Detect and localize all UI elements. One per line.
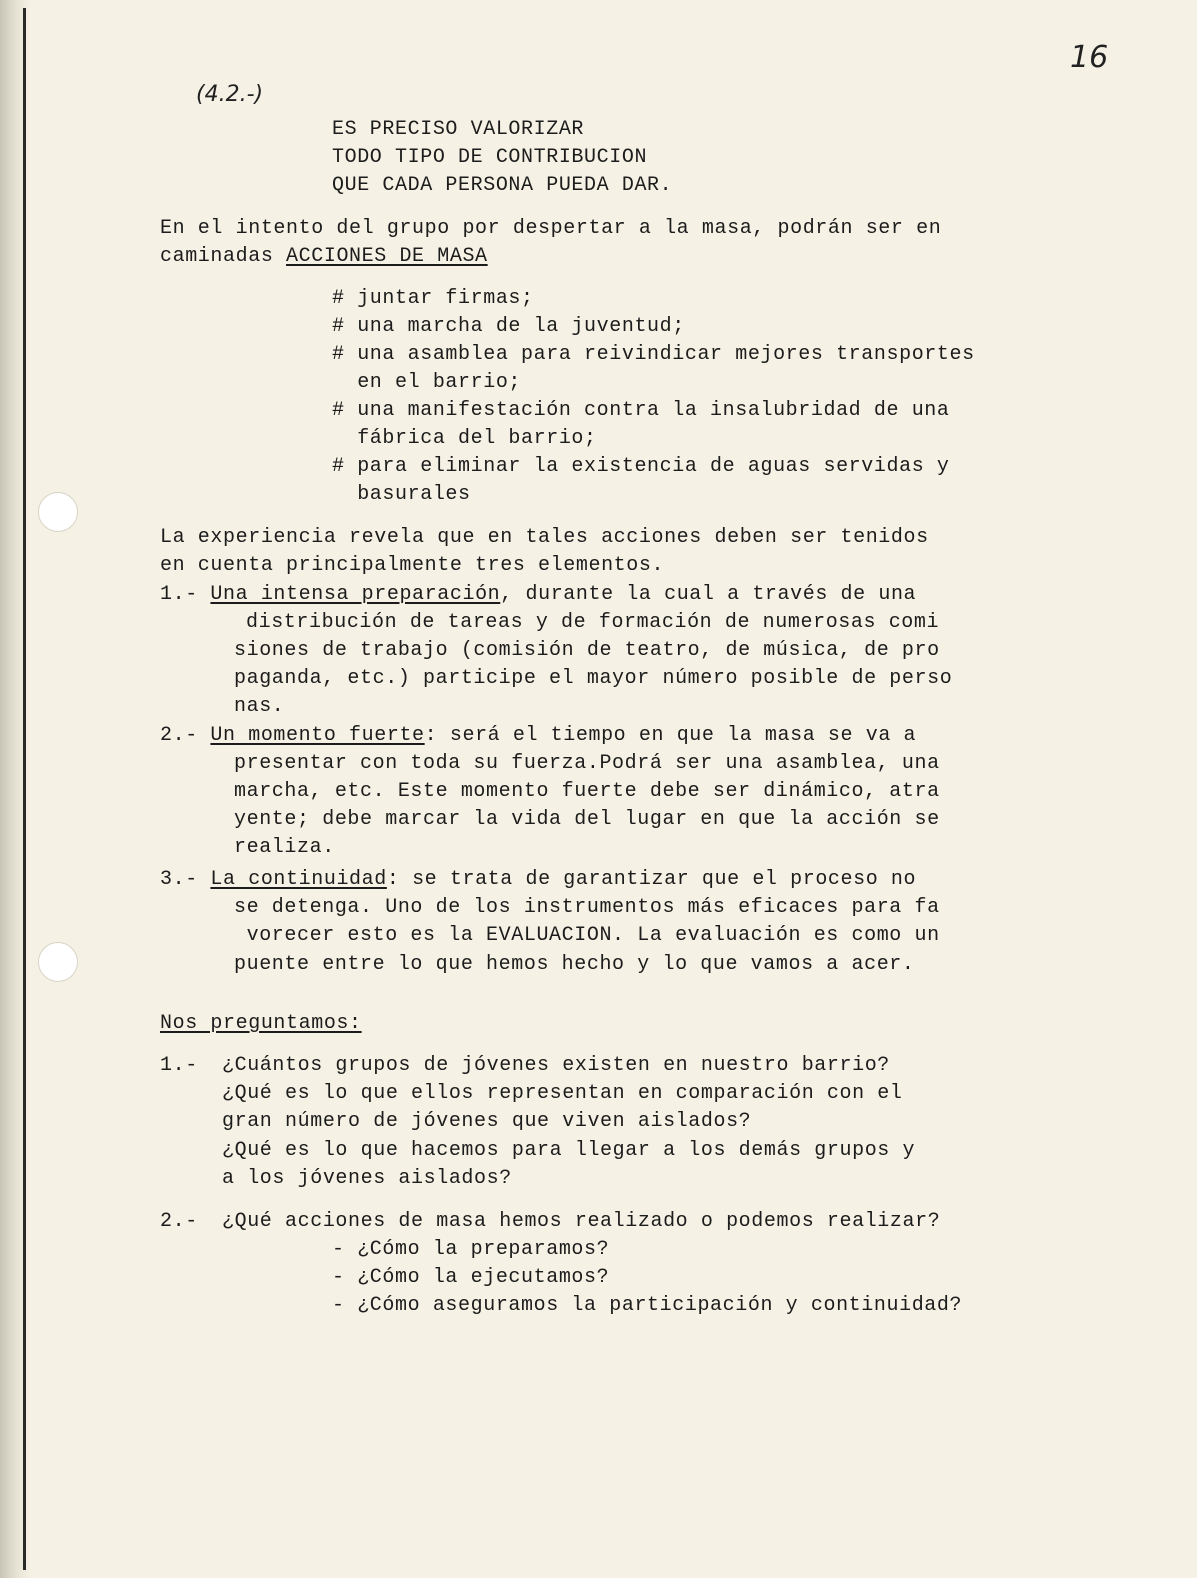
questions-heading: Nos preguntamos: — [160, 1012, 362, 1035]
element-text: : se trata de garantizar que el proceso no — [386, 868, 917, 891]
element-title: Una intensa preparación — [210, 583, 501, 606]
heading-line: ES PRECISO VALORIZAR — [332, 118, 585, 141]
action-item: # para eliminar la existencia de aguas servidas y — [332, 455, 950, 478]
element-1-line: nas. — [234, 695, 285, 718]
sub-question: - ¿Cómo la preparamos? — [332, 1238, 610, 1261]
intro-line: En el intento del grupo por despertar a la masa, podrán ser en — [160, 217, 942, 240]
element-title: La continuidad — [210, 868, 387, 891]
intro-line — [160, 243, 488, 271]
sub-question: - ¿Cómo aseguramos la participación y continuidad? — [332, 1294, 963, 1317]
question-line: ¿Qué es lo que ellos representan en comparación con el — [222, 1082, 903, 1105]
question-number: 1.- — [160, 1054, 198, 1077]
element-1-line: distribución de tareas y de formación de numerosas comi — [246, 611, 940, 634]
element-1-line: siones de trabajo (comisión de teatro, de música, de pro — [234, 639, 940, 662]
element-3-line: puente entre lo que hemos hecho y lo que vamos a acer. — [234, 953, 915, 976]
action-item: # una manifestación contra la insalubridad de una — [332, 399, 950, 422]
element-3-line: se detenga. Uno de los instrumentos más eficaces para fa — [234, 896, 940, 919]
action-item: # una marcha de la juventud; — [332, 315, 685, 338]
element-number: 1.- — [160, 583, 198, 606]
experience-line: en cuenta principalmente tres elementos. — [160, 554, 665, 577]
element-1 — [160, 581, 916, 609]
action-item: # una asamblea para reivindicar mejores transportes — [332, 343, 975, 366]
heading-line: QUE CADA PERSONA PUEDA DAR. — [332, 174, 673, 197]
element-number: 3.- — [160, 868, 198, 891]
element-number: 2.- — [160, 724, 198, 747]
element-3-line: vorecer esto es la EVALUACION. La evaluación es como un — [234, 924, 940, 947]
section-ref: (4.2.-) — [196, 82, 264, 107]
question-line: ¿Qué es lo que hacemos para llegar a los demás grupos y — [222, 1139, 916, 1162]
element-1-line: paganda, etc.) participe el mayor número posible de perso — [234, 667, 953, 690]
element-text: , durante la cual a través de una — [500, 583, 917, 606]
question-number: 2.- — [160, 1210, 198, 1233]
question-line: ¿Qué acciones de masa hemos realizado o podemos realizar? — [222, 1210, 941, 1233]
action-item: en el barrio; — [332, 371, 522, 394]
action-item: # juntar firmas; — [332, 287, 534, 310]
question-line: ¿Cuántos grupos de jóvenes existen en nuestro barrio? — [222, 1054, 890, 1077]
intro-prefix: caminadas — [160, 245, 287, 268]
action-item: basurales — [332, 483, 471, 506]
margin-rule — [23, 8, 26, 1570]
element-2-line: realiza. — [234, 836, 335, 859]
element-2-line: presentar con toda su fuerza.Podrá ser una asamblea, una — [234, 752, 940, 775]
element-title: Un momento fuerte — [210, 724, 425, 747]
question-line: gran número de jóvenes que viven aislados? — [222, 1110, 752, 1133]
punch-hole — [38, 492, 78, 532]
element-3 — [160, 866, 916, 894]
element-2-line: yente; debe marcar la vida del lugar en que la acción se — [234, 808, 940, 831]
punch-hole — [38, 942, 78, 982]
heading-line: TODO TIPO DE CONTRIBUCION — [332, 146, 648, 169]
sub-question: - ¿Cómo la ejecutamos? — [332, 1266, 610, 1289]
question-line: a los jóvenes aislados? — [222, 1167, 512, 1190]
action-item: fábrica del barrio; — [332, 427, 597, 450]
element-2 — [160, 722, 916, 750]
element-2-line: marcha, etc. Este momento fuerte debe ser dinámico, atra — [234, 780, 940, 803]
element-text: : será el tiempo en que la masa se va a — [424, 724, 917, 747]
acciones-de-masa-term: ACCIONES DE MASA — [286, 245, 488, 268]
page-number: 16 — [1070, 40, 1109, 75]
experience-line: La experiencia revela que en tales acciones deben ser tenidos — [160, 526, 929, 549]
